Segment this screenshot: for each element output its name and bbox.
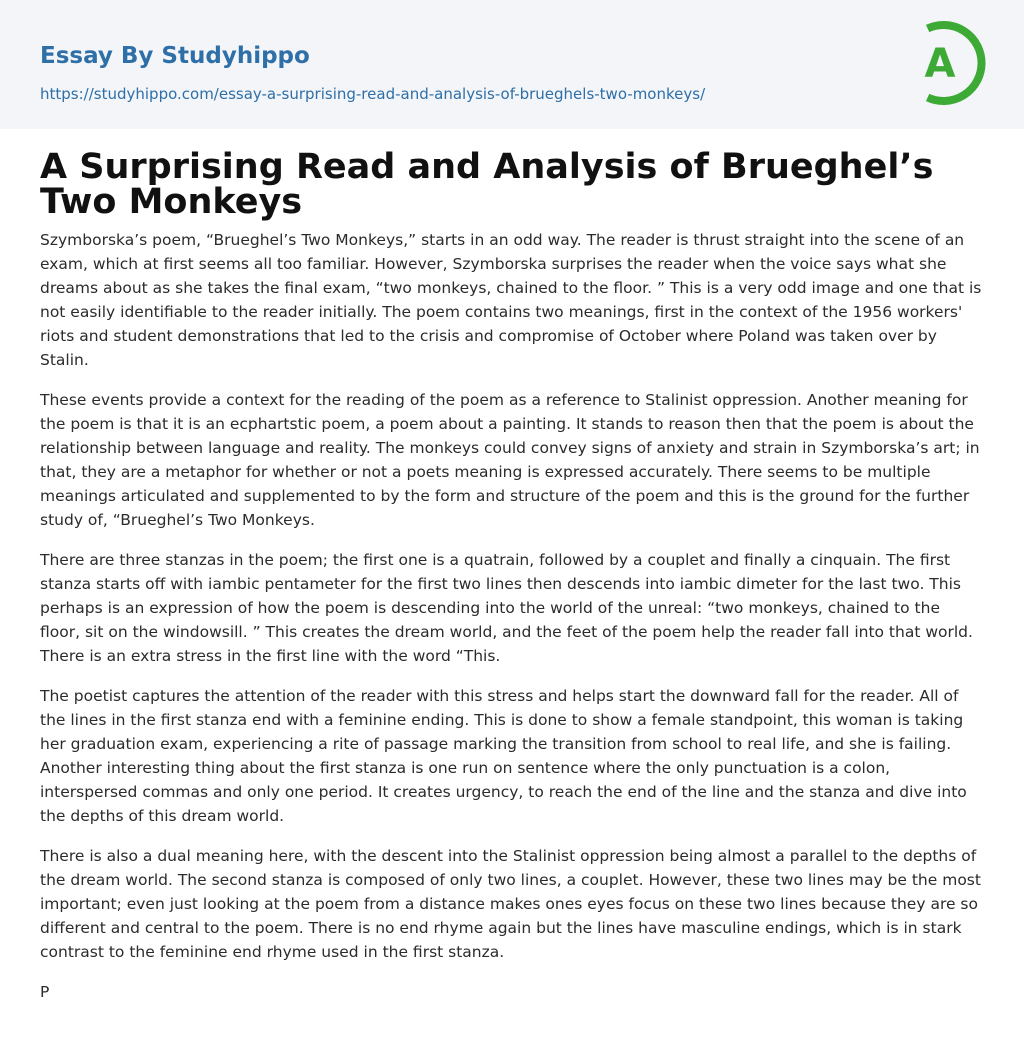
essay-paragraph: These events provide a context for the reading of the poem as a reference to Stalinist oppression. Another meaning for the poem is that it is an ecphartstic poem, a poem about a painting. It stands to reason then that the poem is about the relationship between language and reality. The monkeys could convey signs of anxiety and strain in Szymborska’s art; in that, they are a metaphor for whether or not a poets meaning is expressed accurately. There seems to be multiple meanings articulated and supplemented to by the form and structure of the poem and this is the ground for the further study of, “Brueghel’s Two Monkeys. <box>40 391 980 529</box>
essay-paragraph: The poetist captures the attention of the reader with this stress and helps start the downward fall for the reader. All of the lines in the first stanza end with a feminine ending. This is done to show a female standpoint, this woman is taking her graduation exam, experiencing a rite of passage marking the transition from school to real life, and she is failing. Another interesting thing about the first stanza is one run on sentence where the only punctuation is a colon, interspersed commas and only one period. It creates urgency, to reach the end of the line and the stanza and dive into the depths of this dream world. <box>40 687 967 825</box>
essay-body <box>40 228 984 1020</box>
site-brand[interactable]: Essay By Studyhippo <box>40 43 310 69</box>
source-url-link[interactable]: https://studyhippo.com/essay-a-surprising-read-and-analysis-of-brueghels-two-monkeys/ <box>40 85 706 103</box>
page-header <box>0 0 1024 129</box>
essay-paragraph-truncated: P <box>40 983 50 1001</box>
essay-paragraph: Szymborska’s poem, “Brueghel’s Two Monkeys,” starts in an odd way. The reader is thrust straight into the scene of an exam, which at first seems all too familiar. However, Szymborska surprises the reader when the voice says what she dreams about as she takes the final exam, “two monkeys, chained to the floor. ” This is a very odd image and one that is not easily identifiable to the reader initially. The poem contains two meanings, first in the context of the 1956 workers' riots and student demonstrations that led to the crisis and compromise of October where Poland was taken over by Stalin. <box>40 231 982 369</box>
essay-paragraph: There is also a dual meaning here, with the descent into the Stalinist oppression being almost a parallel to the depths of the dream world. The second stanza is composed of only two lines, a couplet. However, these two lines may be the most important; even just looking at the poem from a distance makes ones eyes focus on these two lines because they are so different and central to the poem. There is no end rhyme again but the lines have masculine endings, which is in stark contrast to the feminine end rhyme used in the first stanza. <box>40 847 981 961</box>
studyhippo-a-logo-icon[interactable] <box>914 20 986 106</box>
essay-paragraph: There are three stanzas in the poem; the first one is a quatrain, followed by a couplet and finally a cinquain. The first stanza starts off with iambic pentameter for the first two lines then descends into iambic dimeter for the last two. This perhaps is an expression of how the poem is descending into the world of the unreal: “two monkeys, chained to the floor, sit on the windowsill. ” This creates the dream world, and the feet of the poem help the reader fall into that world. There is an extra stress in the first line with the word “This. <box>40 551 973 665</box>
logo-letter: A <box>924 41 956 87</box>
essay-title: A Surprising Read and Analysis of Brueghel’s Two Monkeys <box>40 147 934 222</box>
